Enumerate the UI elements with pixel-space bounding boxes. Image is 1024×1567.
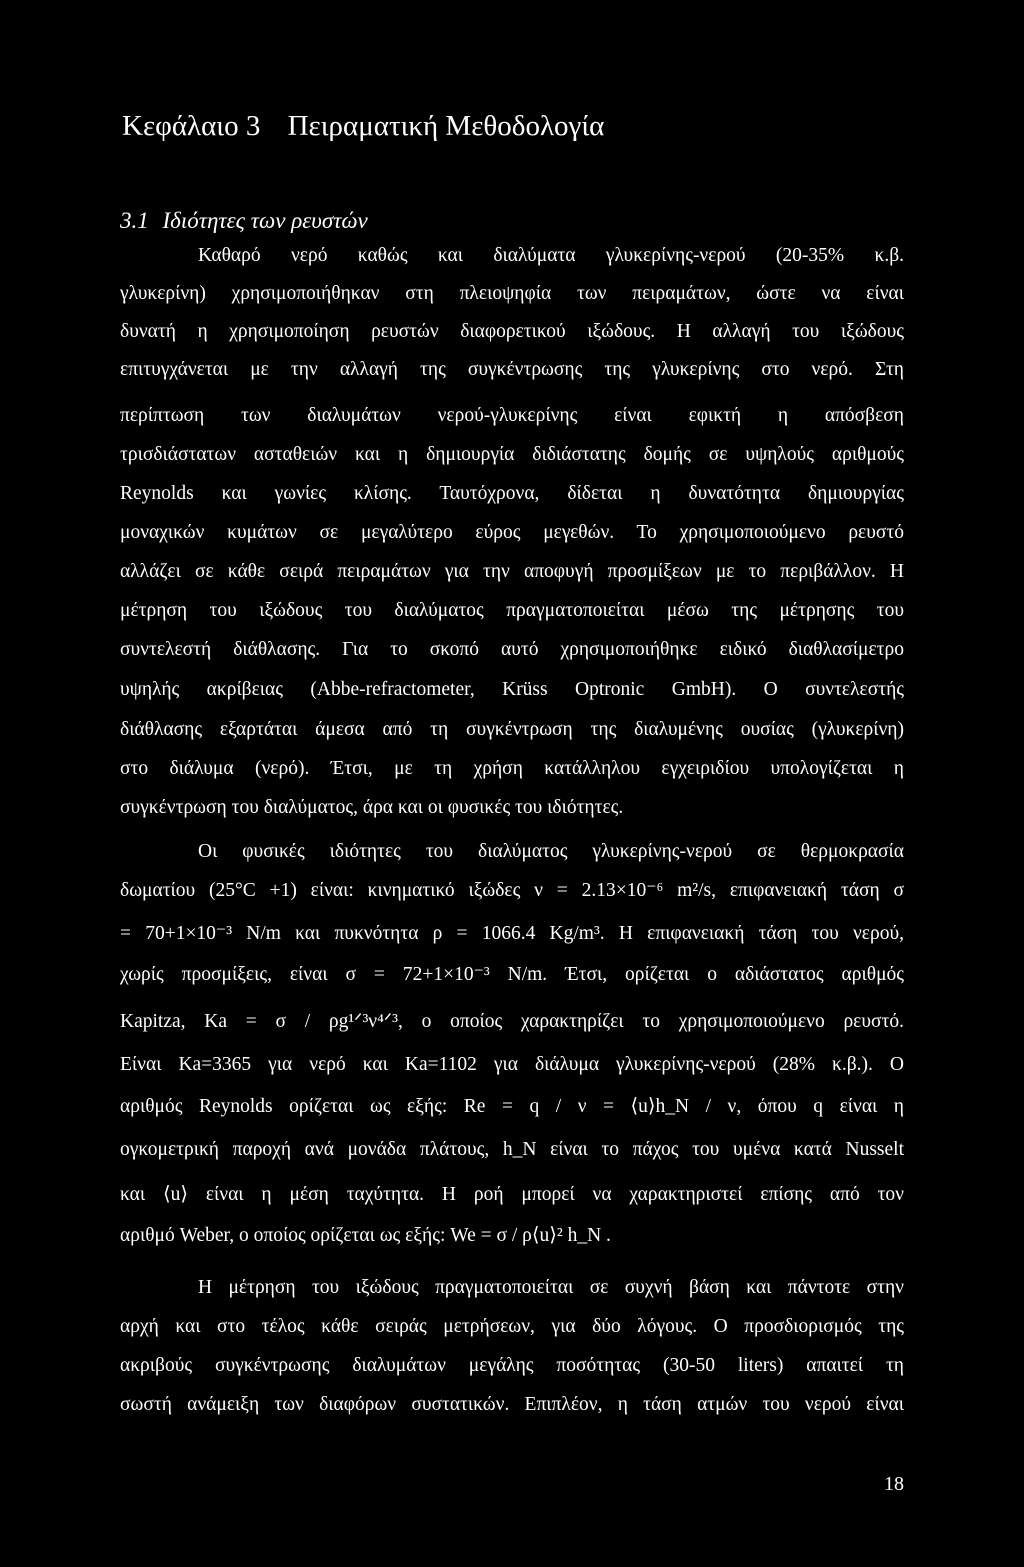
text-line: τρισδιάστατων ασταθειών και η δημιουργία διδιάστατης δομής σε υψηλούς αριθμούς <box>120 444 904 465</box>
text-line: αριθμό Weber, ο οποίος ορίζεται ως εξής: We = σ / ρ⟨u⟩² h_N . <box>120 1225 611 1246</box>
text-line: υψηλής ακρίβειας (Abbe-refractometer, Krüss Optronic GmbH). Ο συντελεστής <box>120 679 904 700</box>
text-line: χωρίς προσμίξεις, είναι σ = 72+1×10⁻³ N/m. Έτσι, ορίζεται ο αδιάστατος αριθμός <box>120 964 904 985</box>
text-line: μέτρηση του ιξώδους του διαλύματος πραγματοποιείται μέσω της μέτρησης του <box>120 600 904 621</box>
text-line: Η μέτρηση του ιξώδους πραγματοποιείται σε συχνή βάση και πάντοτε στην <box>198 1277 904 1298</box>
section-number: 3.1 <box>120 208 149 233</box>
page-number: 18 <box>884 1473 904 1495</box>
text-line: αλλάζει σε κάθε σειρά πειραμάτων για την αποφυγή προσμίξεων με το περιβάλλον. Η <box>120 561 904 582</box>
text-line: στο διάλυμα (νερό). Έτσι, με τη χρήση κατάλληλου εγχειριδίου υπολογίζεται η <box>120 758 904 779</box>
section-heading <box>120 208 368 234</box>
text-line: συντελεστή διάθλασης. Για το σκοπό αυτό χρησιμοποιήθηκε ειδικό διαθλασίμετρο <box>120 639 904 660</box>
text-line: = 70+1×10⁻³ N/m και πυκνότητα ρ = 1066.4 Kg/m³. Η επιφανειακή τάση του νερού, <box>120 923 904 944</box>
text-line: Kapitza, Ka = σ / ρg¹ᐟ³ν⁴ᐟ³, ο οποίος χαρακτηρίζει το χρησιμοποιούμενο ρευστό. <box>120 1011 904 1032</box>
chapter-number: Κεφάλαιο 3 <box>122 110 261 142</box>
text-line: μοναχικών κυμάτων σε μεγαλύτερο εύρος μεγεθών. Το χρησιμοποιούμενο ρευστό <box>120 522 904 543</box>
section-title: Ιδιότητες των ρευστών <box>162 208 368 233</box>
text-line: Οι φυσικές ιδιότητες του διαλύματος γλυκερίνης-νερού σε θερμοκρασία <box>198 841 904 862</box>
text-line: δυνατή η χρησιμοποίηση ρευστών διαφορετικού ιξώδους. Η αλλαγή του ιξώδους <box>120 321 904 342</box>
text-line: Είναι Ka=3365 για νερό και Ka=1102 για διάλυμα γλυκερίνης-νερού (28% κ.β.). Ο <box>120 1054 904 1075</box>
chapter-heading <box>122 110 604 143</box>
text-line: ακριβούς συγκέντρωσης διαλυμάτων μεγάλης ποσότητας (30-50 liters) απαιτεί τη <box>120 1355 904 1376</box>
text-line: και ⟨u⟩ είναι η μέση ταχύτητα. Η ροή μπορεί να χαρακτηριστεί επίσης από τον <box>120 1184 904 1205</box>
text-line: σωστή ανάμειξη των διαφόρων συστατικών. Επιπλέον, η τάση ατμών του νερού είναι <box>120 1394 904 1415</box>
text-line: αριθμός Reynolds ορίζεται ως εξής: Re = q / ν = ⟨u⟩h_N / ν, όπου q είναι η <box>120 1096 904 1117</box>
text-line: αρχή και στο τέλος κάθε σειράς μετρήσεων, για δύο λόγους. Ο προσδιορισμός της <box>120 1316 904 1337</box>
text-line: δωματίου (25°C +1) είναι: κινηματικό ιξώδες ν = 2.13×10⁻⁶ m²/s, επιφανειακή τάση σ <box>120 880 904 901</box>
chapter-title: Πειραματική Μεθοδολογία <box>287 110 605 142</box>
text-line: ογκομετρική παροχή ανά μονάδα πλάτους, h_N είναι το πάχος του υμένα κατά Nusselt <box>120 1139 904 1160</box>
text-line: Reynolds και γωνίες κλίσης. Ταυτόχρονα, δίδεται η δυνατότητα δημιουργίας <box>120 483 904 504</box>
text-line: επιτυγχάνεται με την αλλαγή της συγκέντρωσης της γλυκερίνης στο νερό. Στη <box>120 359 904 380</box>
text-line: περίπτωση των διαλυμάτων νερού-γλυκερίνης είναι εφικτή η απόσβεση <box>120 405 904 426</box>
text-line: γλυκερίνη) χρησιμοποιήθηκαν στη πλειοψηφία των πειραμάτων, ώστε να είναι <box>120 283 904 304</box>
text-line: Καθαρό νερό καθώς και διαλύματα γλυκερίνης-νερού (20-35% κ.β. <box>198 245 904 266</box>
text-line: συγκέντρωση του διαλύματος, άρα και οι φυσικές του ιδιότητες. <box>120 797 624 818</box>
text-line: διάθλασης εξαρτάται άμεσα από τη συγκέντρωση της διαλυμένης ουσίας (γλυκερίνη) <box>120 719 904 740</box>
